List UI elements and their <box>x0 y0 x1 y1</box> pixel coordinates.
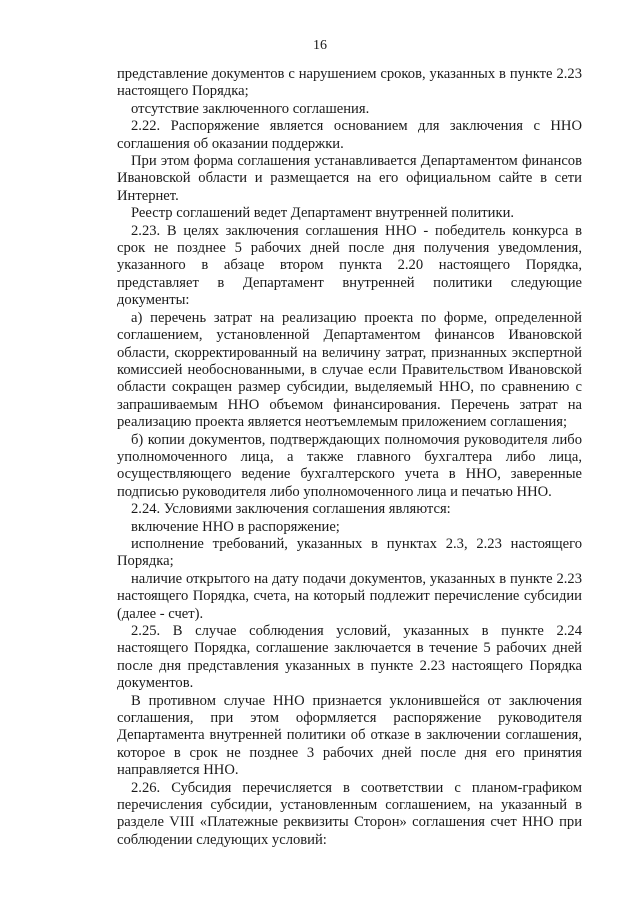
paragraph: Реестр соглашений ведет Департамент внутренней политики. <box>131 205 515 222</box>
paragraph: наличие открытого на дату подачи документов, указанных в пункте 2.23 настоящего Порядка, счета, на который подлежит перечисление субсидии (далее - счет). <box>117 570 582 622</box>
paragraph: В противном случае ННО признается уклонившейся от заключения соглашения, при этом оформляется распоряжение руководителя Департамента внутренней политики об отказе в заключении соглашения, которое в срок не позднее 3 рабочих дней после дня его принятия направляется ННО. <box>117 692 582 779</box>
paragraph: отсутствие заключенного соглашения. <box>131 100 370 117</box>
paragraph: а) перечень затрат на реализацию проекта по форме, определенной соглашением, установленной Департаментом финансов Ивановской области, скорректированный на величину затрат, признанных экспертной комиссией необоснованными, в случае если Правительством Ивановской области сокращен размер субсидии, выделяемый ННО, по сравнению с запрашиваемым ННО объемом финансирования. Перечень затрат на реализацию проекта является неотъемлемым приложением соглашения; <box>117 309 582 431</box>
paragraph: б) копии документов, подтверждающих полномочия руководителя либо уполномоченного лица, а также главного бухгалтера либо лица, осуществляющего ведение бухгалтерского учета в ННО, заверенные подписью руководителя либо уполномоченного лица и печатью ННО. <box>117 431 582 500</box>
paragraph: включение ННО в распоряжение; <box>131 518 340 535</box>
paragraph: 2.26. Субсидия перечисляется в соответствии с планом-графиком перечисления субсидии, установленным соглашением, на указанный в разделе VIII «Платежные реквизиты Сторон» соглашения счет ННО при соблюдении следующих условий: <box>117 779 582 848</box>
paragraph: исполнение требований, указанных в пунктах 2.3, 2.23 настоящего Порядка; <box>117 535 582 570</box>
paragraph: 2.25. В случае соблюдения условий, указанных в пункте 2.24 настоящего Порядка, соглашение заключается в течение 5 рабочих дней после дня представления указанных в пункте 2.23 настоящего Порядка документов. <box>117 623 582 692</box>
paragraph: 2.24. Условиями заключения соглашения являются: <box>131 501 451 518</box>
page-number: 16 <box>313 38 327 53</box>
paragraph: 2.23. В целях заключения соглашения ННО - победитель конкурса в срок не позднее 5 рабочих дней после дня получения уведомления, указанного в абзаце втором пункта 2.20 настоящего Порядка, представляет в Департамент внутренней политики следующие документы: <box>117 222 582 309</box>
paragraph: представление документов с нарушением сроков, указанных в пункте 2.23 настоящего Порядка; <box>117 66 582 100</box>
document-body <box>117 66 582 849</box>
paragraph: 2.22. Распоряжение является основанием для заключения с ННО соглашения об оказании поддержки. <box>117 118 582 152</box>
paragraph: При этом форма соглашения устанавливается Департаментом финансов Ивановской области и размещается на его официальном сайте в сети Интернет. <box>117 153 582 204</box>
